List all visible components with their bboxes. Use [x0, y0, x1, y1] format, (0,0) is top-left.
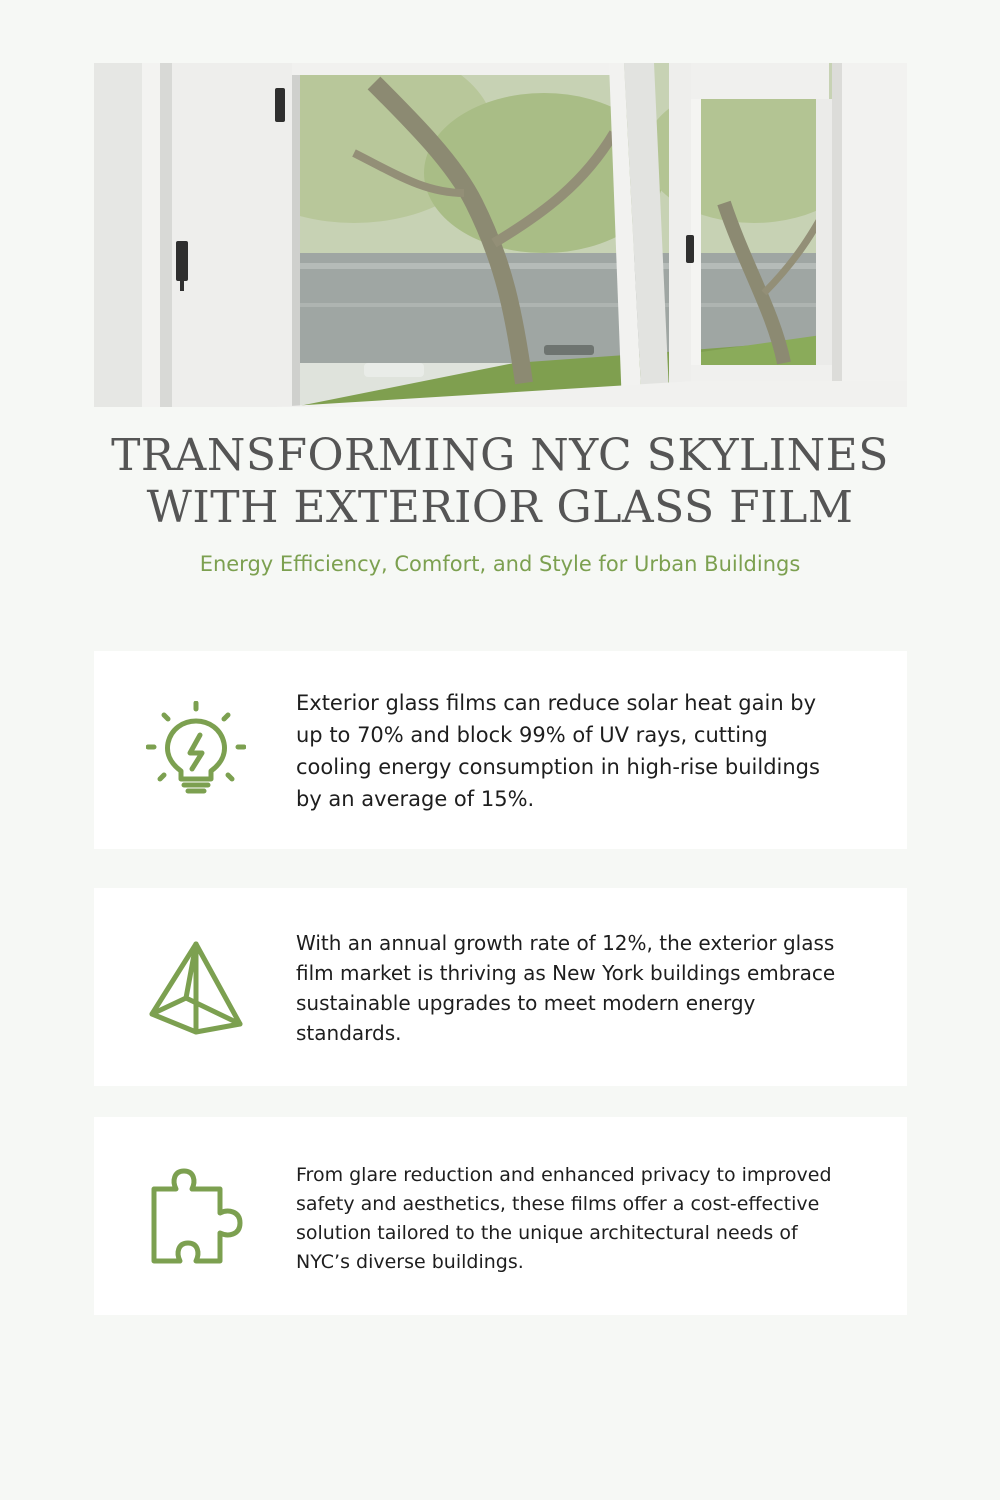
info-card-energy — [94, 651, 907, 849]
hero-window-photo — [94, 63, 907, 407]
info-card-text: From glare reduction and enhanced privacy to improved safety and aesthetics, these films offer a cost-effective solution tailored to the unique architectural needs of NYC’s diverse buildings. — [296, 1164, 832, 1273]
page-title-line-2: WITH EXTERIOR GLASS FILM — [146, 482, 854, 533]
pyramid-icon — [146, 938, 246, 1038]
page-title-line-1: TRANSFORMING NYC SKYLINES — [111, 430, 889, 481]
puzzle-piece-icon — [146, 1167, 246, 1267]
page-subtitle: Energy Efficiency, Comfort, and Style for Urban Buildings — [199, 552, 801, 576]
info-card-text: With an annual growth rate of 12%, the exterior glass film market is thriving as New York buildings embrace sustainable upgrades to meet modern energy standards. — [296, 931, 836, 1045]
info-card-market — [94, 888, 907, 1086]
lightbulb-energy-icon — [146, 701, 246, 801]
page-title — [0, 430, 1000, 534]
info-card-text: Exterior glass films can reduce solar heat gain by up to 70% and block 99% of UV rays, cutting cooling energy consumption in high-rise buildings by an average of 15%. — [296, 691, 820, 811]
info-card-solutions — [94, 1117, 907, 1315]
